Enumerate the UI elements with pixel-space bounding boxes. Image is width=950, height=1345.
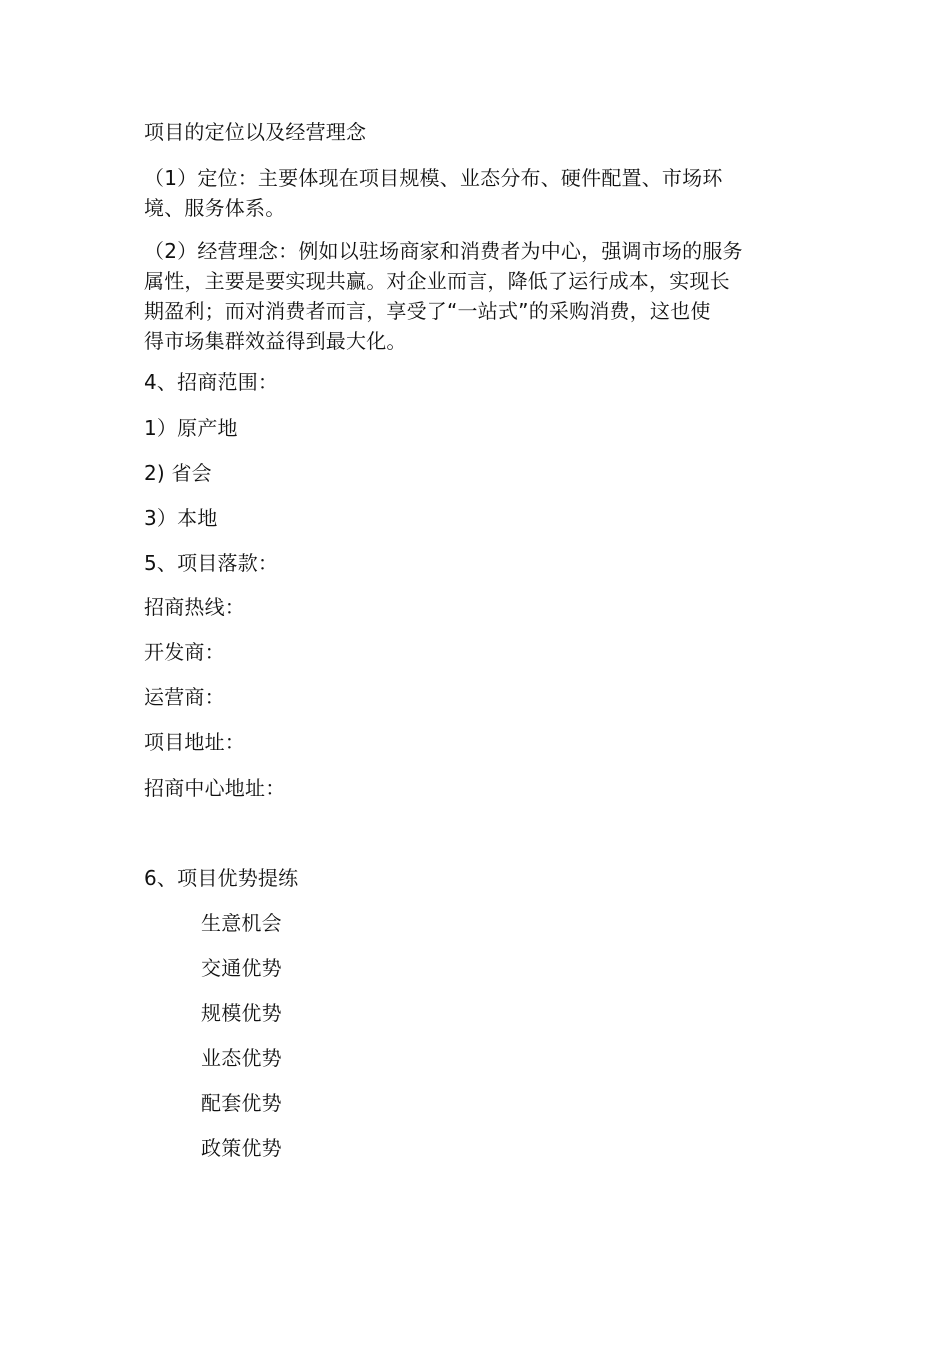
field-label-operator: 运营商： (144, 685, 225, 709)
section-heading: 项目的定位以及经营理念 (144, 120, 367, 144)
advantage-item: 业态优势 (201, 1046, 282, 1070)
field-label-developer: 开发商： (144, 640, 225, 664)
section-4-title: 4、招商范围： (144, 370, 279, 394)
field-label-hotline: 招商热线： (144, 595, 245, 619)
advantage-item: 配套优势 (201, 1091, 282, 1115)
section-5-title: 5、项目落款： (144, 551, 279, 575)
philosophy-paragraph (144, 236, 764, 356)
advantage-item: 规模优势 (201, 1001, 282, 1025)
philosophy-line: 属性，主要是要实现共赢。对企业而言，降低了运行成本，实现长 (144, 269, 730, 293)
philosophy-line: 期盈利；而对消费者而言，享受了“一站式”的采购消费，这也使 (144, 299, 711, 323)
positioning-line: （1）定位：主要体现在项目规模、业态分布、硬件配置、市场环 (144, 166, 723, 190)
scope-item: 1）原产地 (144, 416, 238, 440)
field-label-center-address: 招商中心地址： (144, 776, 286, 800)
scope-item: 2) 省会 (144, 461, 212, 485)
advantage-item: 交通优势 (201, 956, 282, 980)
advantage-item: 政策优势 (201, 1136, 282, 1160)
field-label-project-address: 项目地址： (144, 730, 245, 754)
positioning-paragraph (144, 163, 764, 223)
philosophy-line: 得市场集群效益得到最大化。 (144, 329, 407, 353)
positioning-line: 境、服务体系。 (144, 196, 286, 220)
advantage-item: 生意机会 (201, 911, 282, 935)
section-6-title: 6、项目优势提练 (144, 866, 299, 890)
philosophy-line: （2）经营理念：例如以驻场商家和消费者为中心，强调市场的服务 (144, 239, 743, 263)
scope-item: 3）本地 (144, 506, 218, 530)
